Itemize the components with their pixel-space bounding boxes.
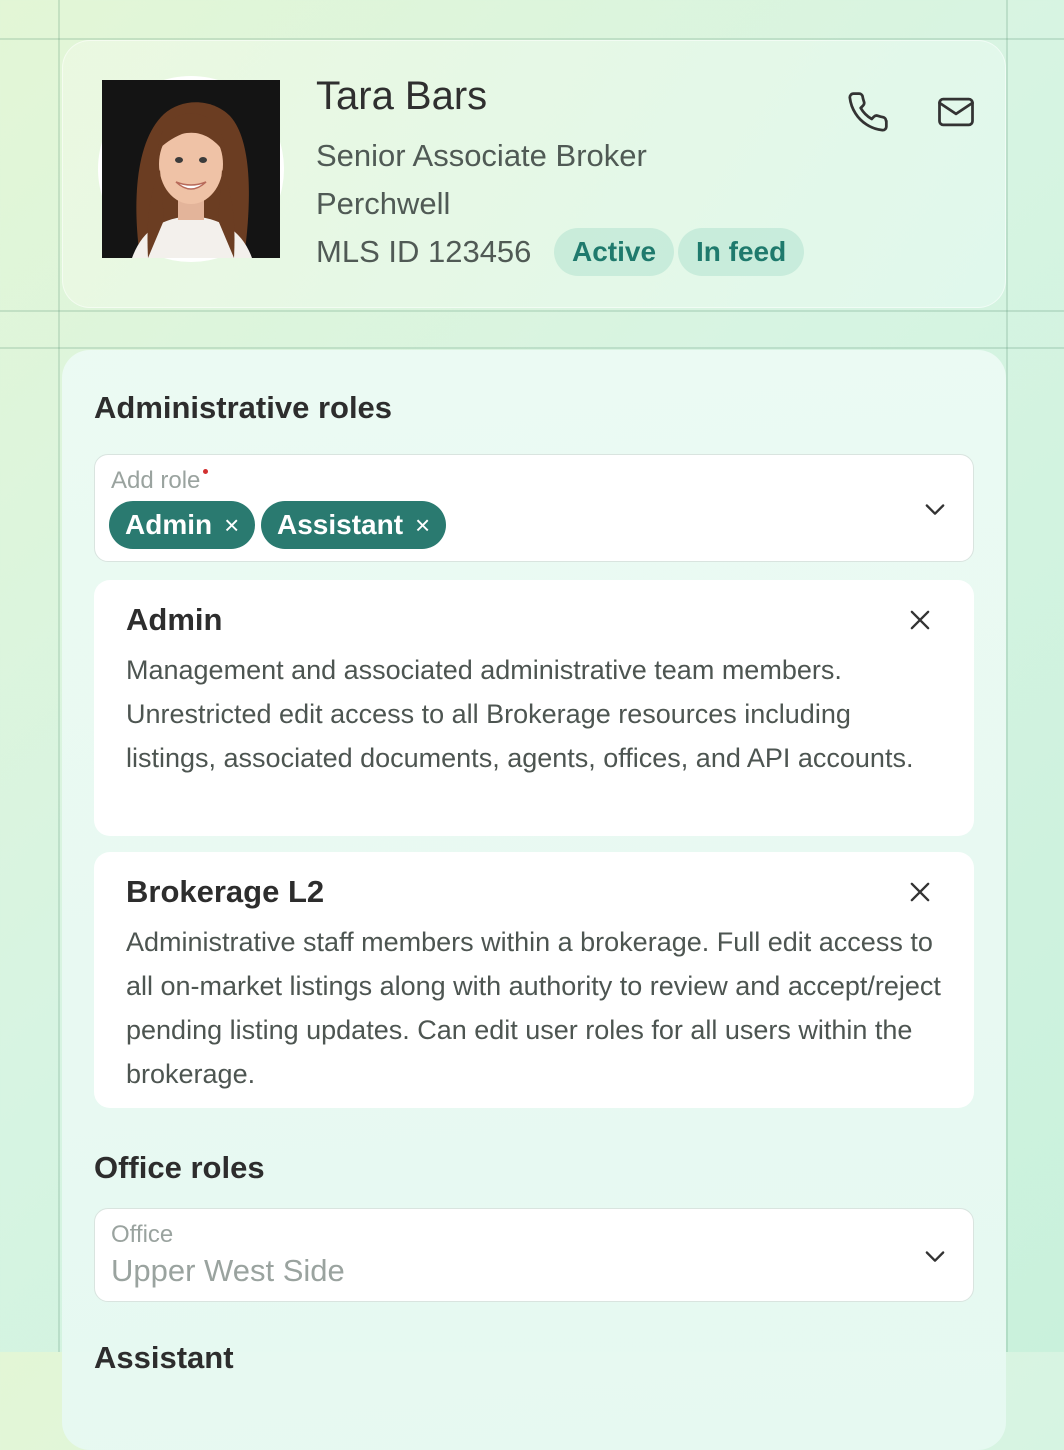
profile-card (62, 40, 1006, 308)
chevron-down-icon[interactable] (921, 495, 949, 523)
role-detail-title: Admin (126, 602, 223, 637)
role-detail-description: Management and associated administrative team members. Unrestricted edit access to all Brokerage resources including listings, associated documents, agents, offices, and API accounts. (126, 655, 914, 773)
role-chip-admin[interactable] (109, 501, 255, 549)
required-indicator (203, 469, 208, 474)
chip-label: Assistant (277, 509, 404, 540)
guide-line (0, 347, 1064, 349)
profile-mls-id: MLS ID 123456 (316, 234, 532, 269)
role-detail-card-brokerage-l2 (94, 852, 974, 1108)
chip-remove-icon[interactable]: × (224, 510, 240, 540)
role-detail-title: Brokerage L2 (126, 874, 325, 909)
chip-remove-icon[interactable]: × (415, 510, 431, 540)
profile-company: Perchwell (316, 186, 451, 221)
close-icon[interactable] (906, 878, 934, 906)
chevron-down-icon[interactable] (921, 1242, 949, 1270)
mail-icon[interactable] (934, 90, 978, 134)
roles-card (62, 350, 1006, 1450)
guide-line (58, 0, 60, 1352)
phone-icon[interactable] (846, 90, 890, 134)
role-chip-assistant[interactable] (261, 501, 446, 549)
role-detail-description: Administrative staff members within a brokerage. Full edit access to all on-market listings along with authority to review and accept/reject pending listing updates. Can edit user roles for all users within the brokerage. (126, 927, 941, 1089)
status-badge-active: Active (554, 228, 674, 276)
close-icon[interactable] (906, 606, 934, 634)
avatar (98, 76, 284, 262)
status-badge-in-feed: In feed (678, 228, 804, 276)
office-roles-heading: Office roles (94, 1150, 265, 1185)
add-role-select[interactable] (94, 454, 974, 562)
add-role-label: Add role (111, 467, 201, 494)
office-value: Upper West Side (111, 1253, 345, 1288)
office-label: Office (111, 1221, 174, 1248)
guide-line (1006, 0, 1008, 1352)
administrative-roles-heading: Administrative roles (94, 390, 393, 425)
chip-label: Admin (125, 509, 213, 540)
avatar-photo (102, 80, 280, 258)
profile-name: Tara Bars (316, 74, 488, 118)
assistant-heading: Assistant (94, 1340, 234, 1375)
profile-title: Senior Associate Broker (316, 138, 647, 173)
guide-line (0, 310, 1064, 312)
office-select[interactable] (94, 1208, 974, 1302)
role-detail-card-admin (94, 580, 974, 836)
